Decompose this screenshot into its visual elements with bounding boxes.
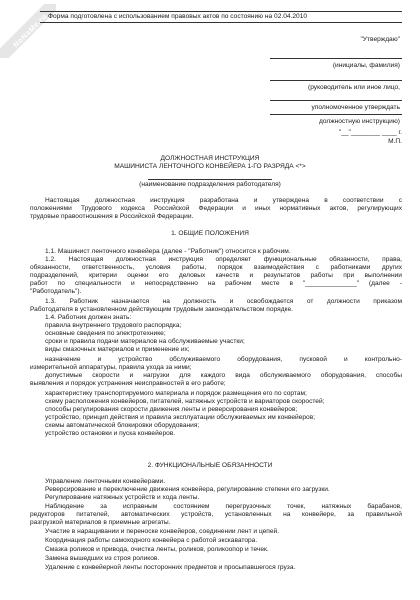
section2-line: Наблюдение за исправным состоянием перегрузочных точек, натяжных барабанов, xyxy=(45,503,402,510)
intro-line: трудовые правоотношения в Российской Федерации. xyxy=(30,213,194,220)
section1-line: "Работодатель"). xyxy=(30,288,82,295)
section1-line: обязанности, ответственность, условия работы, порядок взаимодействия с работниками других xyxy=(30,264,402,271)
section1-line: устройство остановки и пуска конвейеров. xyxy=(45,430,176,437)
authorized-rule xyxy=(270,100,402,101)
intro-line: Настоящая должностная инструкция разработана и утверждена в соответствии с xyxy=(45,197,402,204)
section1-line: способы регулирования скорости движения ленты и реверсирования конвейеров; xyxy=(45,406,298,413)
intro-line: положениями Трудового кодекса Российской Федерации и иных нормативных актов, регулирующих xyxy=(30,205,402,212)
section1-line: схемы автоматической блокировки оборудования; xyxy=(45,422,200,429)
section1-line: выявления и порядок устранения неисправностей в его работе; xyxy=(30,380,226,387)
source-note: Форма подготовлена с использованием правовых актов по состоянию на 02.04.2010 xyxy=(48,13,308,20)
doc-title-line2: МАШИНИСТА ЛЕНТОЧНОГО КОНВЕЙЕРА 1-ГО РАЗРЯДА <*> xyxy=(114,163,306,170)
section1-line: устройство, принцип действия и правила эксплуатации обслуживаемых им конвейеров; xyxy=(45,414,316,421)
section1-line: правила внутреннего трудового распорядка; xyxy=(45,322,182,329)
section2-line: Смазка роликов и привода, очистка ленты, роликов, роликоопор и течек. xyxy=(45,546,269,553)
initials-rule xyxy=(270,58,402,59)
section1-line: 1.2. Настоящая должностная инструкция определяет функциональные обязанности, права, xyxy=(45,256,402,263)
initials-caption: (инициалы, фамилия) xyxy=(332,62,400,69)
section1-line: характеристику транспортируемого материала и порядок размещения его по сортам; xyxy=(45,390,307,397)
head-rule xyxy=(270,80,402,81)
approve-label: "Утверждаю" xyxy=(360,36,400,43)
section2-line: Управление ленточными конвейерами. xyxy=(45,478,166,485)
instruction-caption: должностную инструкцию) xyxy=(319,118,400,125)
section1-line: основные сведения по электротехнике; xyxy=(45,330,166,337)
org-caption: (наименование подразделения работодателя) xyxy=(139,181,281,188)
section1-line: виды смазочных материалов и применение их; xyxy=(45,346,190,353)
section1-line: 1.3. Работник назначается на должность и освобождается от должности приказом xyxy=(45,298,402,305)
section1-line: сроки и правила подачи материалов на обслуживаемые участки; xyxy=(45,338,245,345)
section2-line: разгрузкой материалов в приемные агрегаты. xyxy=(30,519,171,526)
approval-date: "__"________ ____ г. xyxy=(338,129,402,136)
section1-line: Работодателя в установленном действующим трудовым законодательством порядке. xyxy=(30,306,293,313)
section1-line: 1.1. Машинист ленточного конвейера (далее - "Работник") относится к рабочим. xyxy=(45,248,291,255)
section1-line: 1.4. Работник должен знать: xyxy=(45,314,132,321)
section2-line: Удаление с конвейерной ленты посторонних предметов и просыпавшегося груза. xyxy=(45,564,296,571)
org-rule xyxy=(148,179,272,180)
instruction-rule xyxy=(270,114,402,115)
doc-title-line1: ДОЛЖНОСТНАЯ ИНСТРУКЦИЯ xyxy=(160,155,260,162)
section1-line: измерительной аппаратуры, правила ухода за ними; xyxy=(30,364,192,371)
section1-heading: 1. ОБЩИЕ ПОЛОЖЕНИЯ xyxy=(171,230,249,237)
section2-heading: 2. ФУНКЦИОНАЛЬНЫЕ ОБЯЗАННОСТИ xyxy=(147,462,273,469)
section2-line: Участие в наращивании и переноске конвейеров, соединении лент и цепей. xyxy=(45,528,280,535)
section2-line: Реверсирование и переключение движения конвейера, регулирование степени его загрузки. xyxy=(45,486,330,493)
section1-line: назначение и устройство обслуживаемого оборудования, пусковой и контрольно- xyxy=(45,356,402,363)
section2-line: Координация работы самоходного конвейера с работой экскаватора. xyxy=(45,537,258,544)
head-caption: (руководитель или иное лицо, xyxy=(308,84,400,91)
stamp-label: М.П. xyxy=(388,138,402,145)
section2-line: Замена вышедших из строя роликов. xyxy=(45,555,160,562)
top-rule xyxy=(40,11,402,12)
section2-line: редукторов питателей, автоматических устройств, установленных на конвейере, за правильной xyxy=(30,511,402,518)
section1-line: схему расположения конвейеров, питателей, натяжных устройств и вариаторов скоростей; xyxy=(45,398,325,405)
watermark-text: NoNaMe.ru xyxy=(11,11,49,50)
section1-line: работ по специальности и непосредственно на рабочем месте в "______________" (далее - xyxy=(30,280,402,287)
top-rule-bottom xyxy=(40,22,402,23)
section1-line: допустимые скорости и нагрузки для каждого вида обслуживаемого оборудования, способы xyxy=(45,372,402,379)
section1-line: подразделений, критерии оценки его деловых качеств и результатов работы при выполнении xyxy=(30,272,402,279)
section2-line: Регулирование натяжных устройств и хода ленты. xyxy=(45,494,200,501)
authorized-caption: уполномоченное утверждать xyxy=(311,104,400,111)
